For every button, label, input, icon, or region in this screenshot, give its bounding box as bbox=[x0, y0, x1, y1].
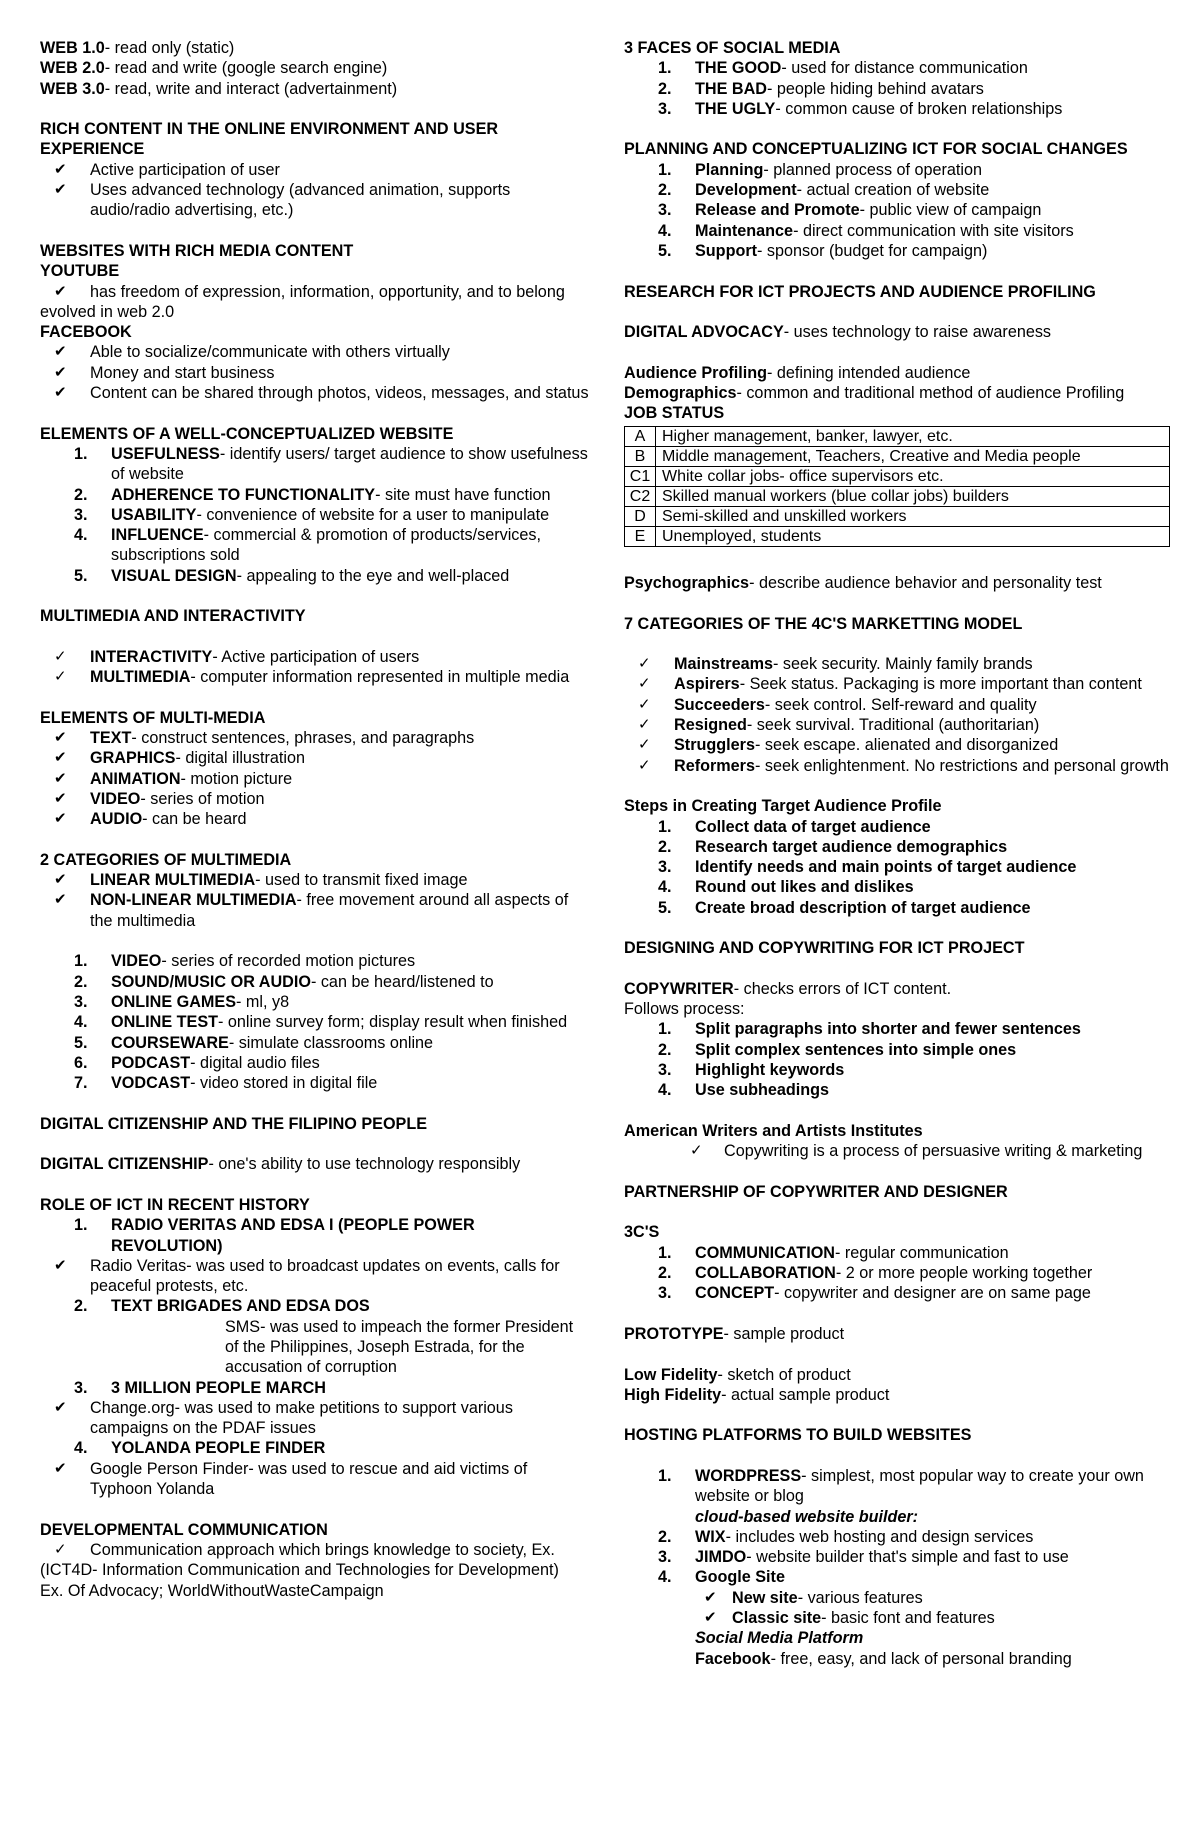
numbered-item: 7. VODCAST- video stored in digital file bbox=[74, 1074, 378, 1093]
numbered-item: 2. Research target audience demographics bbox=[658, 837, 1008, 856]
table-row bbox=[625, 526, 1170, 546]
check-item: ✓ Succeeders- seek control. Self-reward and quality bbox=[624, 695, 1184, 715]
definition-line: Facebook- free, easy, and lack of personal branding bbox=[695, 1649, 1072, 1668]
text-line: cloud-based website builder: bbox=[695, 1507, 919, 1526]
check-item: ✔ AUDIO- can be heard bbox=[40, 809, 590, 829]
table-cell-code: C1 bbox=[625, 466, 656, 486]
check-item: ✔ Radio Veritas- was used to broadcast updates on events, calls for peaceful protests, etc. bbox=[40, 1256, 590, 1297]
section-heading: RICH CONTENT IN THE ONLINE ENVIRONMENT AND USER EXPERIENCE bbox=[40, 120, 499, 159]
check-item: ✔ Classic site- basic font and features bbox=[624, 1608, 1184, 1628]
numbered-item: 6. PODCAST- digital audio files bbox=[74, 1053, 320, 1072]
check-item: ✔ GRAPHICS- digital illustration bbox=[40, 748, 590, 768]
numbered-item: 4. Round out likes and dislikes bbox=[658, 878, 914, 897]
check-item: ✓ Aspirers- Seek status. Packaging is more important than content bbox=[624, 674, 1184, 694]
table-cell-code: C2 bbox=[625, 486, 656, 506]
definition-line: DIGITAL ADVOCACY- uses technology to raise awareness bbox=[624, 323, 1052, 342]
check-item: ✔ has freedom of expression, information, opportunity, and to belong bbox=[40, 282, 590, 302]
table-cell-desc: Skilled manual workers (blue collar jobs) builders bbox=[656, 486, 1170, 506]
numbered-item: 4. ONLINE TEST- online survey form; display result when finished bbox=[74, 1013, 568, 1032]
numbered-item: 5. Support- sponsor (budget for campaign) bbox=[658, 241, 988, 260]
numbered-item: 1. THE GOOD- used for distance communication bbox=[658, 59, 1028, 78]
definition-line: Audience Profiling- defining intended audience bbox=[624, 363, 971, 382]
text-line: SMS- was used to impeach the former President of the Philippines, Joseph Estrada, for the accusation of corruption bbox=[225, 1317, 574, 1377]
section-heading: 7 CATEGORIES OF THE 4C'S MARKETTING MODEL bbox=[624, 614, 1023, 633]
check-item: ✓ INTERACTIVITY- Active participation of users bbox=[40, 647, 590, 667]
check-item: ✔ NON-LINEAR MULTIMEDIA- free movement around all aspects of the multimedia bbox=[40, 890, 590, 931]
numbered-item: 1. Split paragraphs into shorter and fewer sentences bbox=[658, 1020, 1081, 1039]
numbered-item: 2. Split complex sentences into simple ones bbox=[658, 1040, 1017, 1059]
numbered-item: 1. Collect data of target audience bbox=[658, 817, 931, 836]
numbered-item: 1. USEFULNESS- identify users/ target audience to show usefulness of website bbox=[74, 444, 588, 484]
definition-line: DIGITAL CITIZENSHIP- one's ability to use technology responsibly bbox=[40, 1155, 521, 1174]
check-item: ✔ LINEAR MULTIMEDIA- used to transmit fixed image bbox=[40, 870, 590, 890]
table-row bbox=[625, 446, 1170, 466]
table-row bbox=[625, 486, 1170, 506]
numbered-item: 3. 3 MILLION PEOPLE MARCH bbox=[74, 1378, 326, 1397]
text-line: Ex. Of Advocacy; WorldWithoutWasteCampaign bbox=[40, 1581, 384, 1600]
numbered-item: 1. RADIO VERITAS AND EDSA I (PEOPLE POWER REVOLUTION) bbox=[74, 1216, 475, 1255]
section-heading: RESEARCH FOR ICT PROJECTS AND AUDIENCE PROFILING bbox=[624, 282, 1096, 301]
numbered-item: 3. JIMDO- website builder that's simple and fast to use bbox=[658, 1548, 1069, 1567]
numbered-item: 2. COLLABORATION- 2 or more people working together bbox=[658, 1264, 1093, 1283]
subheading: 3C'S bbox=[624, 1223, 660, 1242]
section-heading: DEVELOPMENTAL COMMUNICATION bbox=[40, 1520, 328, 1539]
section-heading: ROLE OF ICT IN RECENT HISTORY bbox=[40, 1195, 310, 1214]
section-heading: PARTNERSHIP OF COPYWRITER AND DESIGNER bbox=[624, 1182, 1008, 1201]
definition-line: PROTOTYPE- sample product bbox=[624, 1324, 845, 1343]
check-item: ✔ Uses advanced technology (advanced animation, supports audio/radio advertising, etc.) bbox=[40, 180, 590, 221]
check-item: ✓ Resigned- seek survival. Traditional (authoritarian) bbox=[624, 715, 1184, 735]
section-heading: 2 CATEGORIES OF MULTIMEDIA bbox=[40, 850, 292, 869]
section-heading: WEBSITES WITH RICH MEDIA CONTENT bbox=[40, 241, 354, 260]
check-item: ✔ Money and start business bbox=[40, 363, 590, 383]
numbered-item: 2. Development- actual creation of website bbox=[658, 181, 990, 200]
check-item: ✓ Mainstreams- seek security. Mainly family brands bbox=[624, 654, 1184, 674]
numbered-item: 4. Maintenance- direct communication with site visitors bbox=[658, 221, 1074, 240]
table-row bbox=[625, 466, 1170, 486]
numbered-item: 5. COURSEWARE- simulate classrooms online bbox=[74, 1033, 434, 1052]
text-line: evolved in web 2.0 bbox=[40, 302, 175, 321]
section-heading: DESIGNING AND COPYWRITING FOR ICT PROJECT bbox=[624, 939, 1025, 958]
job-status-table bbox=[624, 426, 1170, 547]
section-heading: HOSTING PLATFORMS TO BUILD WEBSITES bbox=[624, 1426, 972, 1445]
text-line: (ICT4D- Information Communication and Technologies for Development) bbox=[40, 1561, 559, 1580]
check-item: ✓ Reformers- seek enlightenment. No restrictions and personal growth bbox=[624, 756, 1184, 776]
subheading: FACEBOOK bbox=[40, 323, 132, 342]
table-row bbox=[625, 426, 1170, 446]
check-item: ✓ Copywriting is a process of persuasive writing & marketing bbox=[624, 1141, 1184, 1161]
numbered-item: 1. COMMUNICATION- regular communication bbox=[658, 1243, 1009, 1262]
text-line: Social Media Platform bbox=[695, 1629, 864, 1648]
section-heading: 3 FACES OF SOCIAL MEDIA bbox=[624, 39, 841, 57]
check-item: ✓ Strugglers- seek escape. alienated and disorganized bbox=[624, 735, 1184, 755]
check-item: ✔ Active participation of user bbox=[40, 160, 590, 180]
numbered-item: 4. Use subheadings bbox=[658, 1081, 830, 1100]
numbered-item: 3. Identify needs and main points of target audience bbox=[658, 858, 1077, 877]
table-cell-desc: Middle management, Teachers, Creative and Media people bbox=[656, 446, 1170, 466]
web-version-line: WEB 3.0- read, write and interact (advertainment) bbox=[40, 79, 398, 98]
numbered-item: 3. USABILITY- convenience of website for a user to manipulate bbox=[74, 505, 550, 524]
numbered-item: 4. YOLANDA PEOPLE FINDER bbox=[74, 1439, 326, 1458]
numbered-item: 3. Release and Promote- public view of campaign bbox=[658, 201, 1042, 220]
numbered-item: 3. CONCEPT- copywriter and designer are on same page bbox=[658, 1284, 1091, 1303]
subheading: YOUTUBE bbox=[40, 262, 120, 281]
section-heading: MULTIMEDIA AND INTERACTIVITY bbox=[40, 607, 306, 626]
left-column bbox=[40, 38, 590, 1601]
check-item: ✔ Content can be shared through photos, videos, messages, and status bbox=[40, 383, 590, 403]
table-cell-desc: Unemployed, students bbox=[656, 526, 1170, 546]
numbered-item: 5. Create broad description of target audience bbox=[658, 898, 1031, 917]
right-column bbox=[624, 38, 1184, 1669]
check-item: ✔ Change.org- was used to make petitions to support various campaigns on the PDAF issues bbox=[40, 1398, 590, 1439]
numbered-item: 2. THE BAD- people hiding behind avatars bbox=[658, 79, 984, 98]
check-item: ✔ Able to socialize/communicate with others virtually bbox=[40, 342, 590, 362]
definition-line: Psychographics- describe audience behavior and personality test bbox=[624, 573, 1102, 592]
table-cell-code: B bbox=[625, 446, 656, 466]
numbered-item: 1. VIDEO- series of recorded motion pictures bbox=[74, 952, 416, 971]
subheading: American Writers and Artists Institutes bbox=[624, 1121, 923, 1140]
check-item: ✓ MULTIMEDIA- computer information represented in multiple media bbox=[40, 667, 590, 687]
numbered-item: 4. INFLUENCE- commercial & promotion of products/services, subscriptions sold bbox=[74, 526, 541, 565]
definition-line: Low Fidelity- sketch of product bbox=[624, 1365, 851, 1384]
subheading: JOB STATUS bbox=[624, 404, 725, 423]
numbered-item: 1. WORDPRESS- simplest, most popular way to create your own website or blog bbox=[658, 1467, 1144, 1506]
numbered-item: 3. THE UGLY- common cause of broken relationships bbox=[658, 99, 1063, 118]
section-heading: Steps in Creating Target Audience Profile bbox=[624, 797, 942, 816]
check-item: ✔ Google Person Finder- was used to rescue and aid victims of Typhoon Yolanda bbox=[40, 1459, 590, 1500]
table-cell-code: A bbox=[625, 426, 656, 446]
numbered-item: 3. Highlight keywords bbox=[658, 1061, 845, 1080]
section-heading: ELEMENTS OF MULTI-MEDIA bbox=[40, 708, 266, 727]
definition-line: COPYWRITER- checks errors of ICT content. bbox=[624, 979, 952, 998]
table-cell-desc: Semi-skilled and unskilled workers bbox=[656, 506, 1170, 526]
check-item: ✓ Communication approach which brings knowledge to society, Ex. bbox=[40, 1540, 590, 1560]
definition-line: Demographics- common and traditional method of audience Profiling bbox=[624, 384, 1125, 403]
section-heading: PLANNING AND CONCEPTUALIZING ICT FOR SOCIAL CHANGES bbox=[624, 140, 1128, 159]
section-heading: ELEMENTS OF A WELL-CONCEPTUALIZED WEBSITE bbox=[40, 424, 454, 443]
check-item: ✔ New site- various features bbox=[624, 1588, 1184, 1608]
web-version-line: WEB 1.0- read only (static) bbox=[40, 39, 235, 57]
numbered-item: 3. ONLINE GAMES- ml, y8 bbox=[74, 992, 290, 1011]
numbered-item: 2. SOUND/MUSIC OR AUDIO- can be heard/listened to bbox=[74, 972, 494, 991]
check-item: ✔ ANIMATION- motion picture bbox=[40, 769, 590, 789]
numbered-item: 2. ADHERENCE TO FUNCTIONALITY- site must have function bbox=[74, 485, 551, 504]
numbered-item: 2. WIX- includes web hosting and design services bbox=[658, 1527, 1034, 1546]
numbered-item: 2. TEXT BRIGADES AND EDSA DOS bbox=[74, 1297, 370, 1316]
numbered-item: 5. VISUAL DESIGN- appealing to the eye and well-placed bbox=[74, 566, 510, 585]
section-heading: DIGITAL CITIZENSHIP AND THE FILIPINO PEOPLE bbox=[40, 1114, 428, 1133]
web-version-line: WEB 2.0- read and write (google search engine) bbox=[40, 59, 388, 78]
table-cell-code: D bbox=[625, 506, 656, 526]
table-cell-desc: White collar jobs- office supervisors etc. bbox=[656, 466, 1170, 486]
text-line: Follows process: bbox=[624, 1000, 745, 1019]
definition-line: High Fidelity- actual sample product bbox=[624, 1385, 890, 1404]
numbered-item: 4. Google Site bbox=[658, 1568, 785, 1587]
check-item: ✔ TEXT- construct sentences, phrases, and paragraphs bbox=[40, 728, 590, 748]
table-cell-desc: Higher management, banker, lawyer, etc. bbox=[656, 426, 1170, 446]
numbered-item: 1. Planning- planned process of operation bbox=[658, 160, 983, 179]
check-item: ✔ VIDEO- series of motion bbox=[40, 789, 590, 809]
table-row bbox=[625, 506, 1170, 526]
table-cell-code: E bbox=[625, 526, 656, 546]
